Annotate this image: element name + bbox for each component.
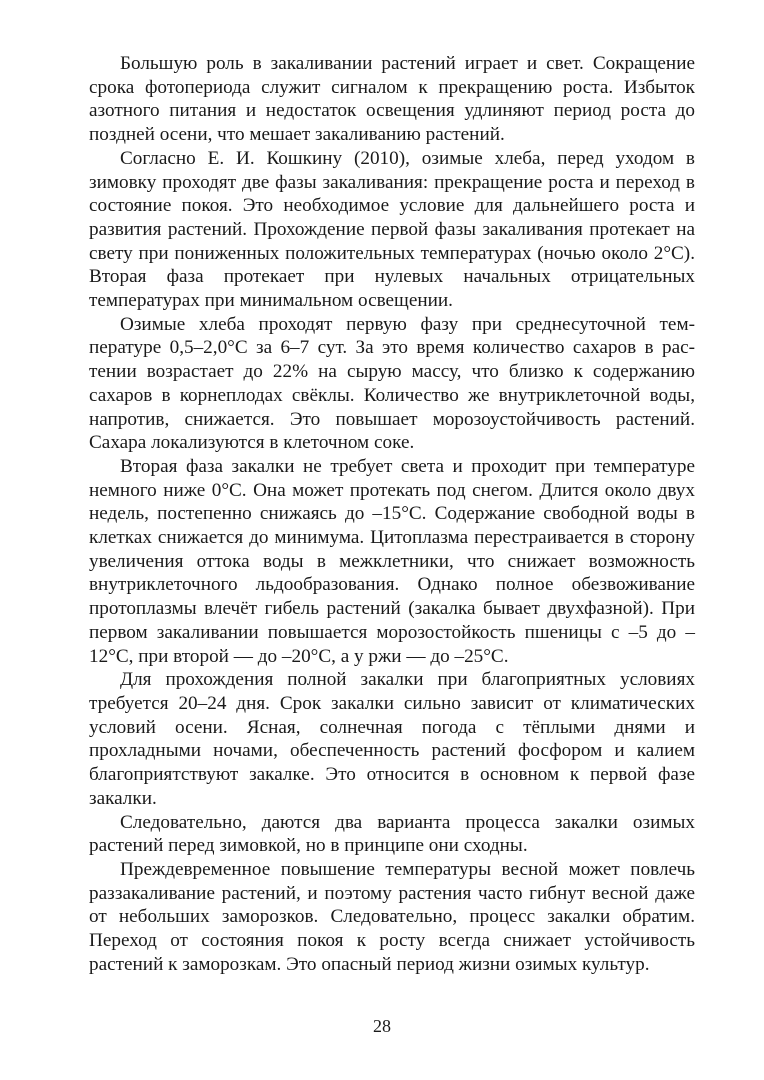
paragraph-spring-dehardening: Преждевременное повышение температуры весной может повлечь раззакаливание растений, и поэтому растения часто гибнут весной даже от небольших заморозков. Следовательно, процесс закалки обратим. Переход от состояния покоя к росту всегда снижает устойчивость растений к заморозкам. Это опасный период жизни озимых культур. (89, 858, 695, 975)
paragraph-koshkin-phases: Согласно Е. И. Кошкину (2010), озимые хлеба, перед уходом в зимовку проходят две фазы закаливания: прекращение роста и переход в состояние покоя. Это необходимое условие для дальнейшего роста и развития растений. Прохождение первой фазы закаливания протекает на свету при пониженных положительных температурах (ночью около 2°С). Вторая фаза протекает при нулевых начальных отрицательных температурах при минимальном освещении. (89, 147, 695, 312)
page-body (89, 52, 695, 976)
paragraph-first-phase: Озимые хлеба проходят первую фазу при среднесуточной температуре 0,5–2,0°С за 6–7 сут. За это время количество сахаров в растении возрастает до 22% на сырую массу, что близко к содержанию сахаров в корнеплодах свёклы. Количество же внутриклеточной воды, напротив, снижается. Это повышает морозоустойчивость растений. Сахара локализуются в клеточном соке. (89, 313, 695, 454)
page-number: 28 (373, 1016, 391, 1036)
paragraph-second-phase: Вторая фаза закалки не требует света и проходит при температуре немного ниже 0°С. Она может протекать под снегом. Длится около двух недель, постепенно снижаясь до –15°С. Содержание свободной воды в клетках снижается до минимума. Цитоплазма перестраивается в сторону увеличения оттока воды в межклетники, что снижает возможность внутриклеточного льдообразования. Однако полное обезвоживание протоплазмы влечёт гибель растений (закалка бывает двухфазной). При первом закаливании повышается морозостойкость пшеницы с –5 до –12°С, при второй — до –20°С, а у ржи — до –25°С. (89, 455, 695, 667)
paragraph-conclusion: Следовательно, даются два варианта процесса закалки озимых растений перед зимовкой, но в принципе они сходны. (89, 811, 695, 857)
paragraph-light-role: Большую роль в закаливании растений играет и свет. Сокращение срока фотопериода служит сигналом к прекращению роста. Избыток азотного питания и недостаток освещения удлиняют период роста до поздней осени, что мешает закаливанию растений. (89, 53, 695, 146)
paragraph-full-hardening: Для прохождения полной закалки при благоприятных условиях требуется 20–24 дня. Срок закалки сильно зависит от климатических условий осени. Ясная, солнечная погода с тёплыми днями и прохладными ночами, обеспеченность растений фосфором и калием благоприятствуют закалке. Это относится в основном к первой фазе закалки. (89, 669, 695, 809)
